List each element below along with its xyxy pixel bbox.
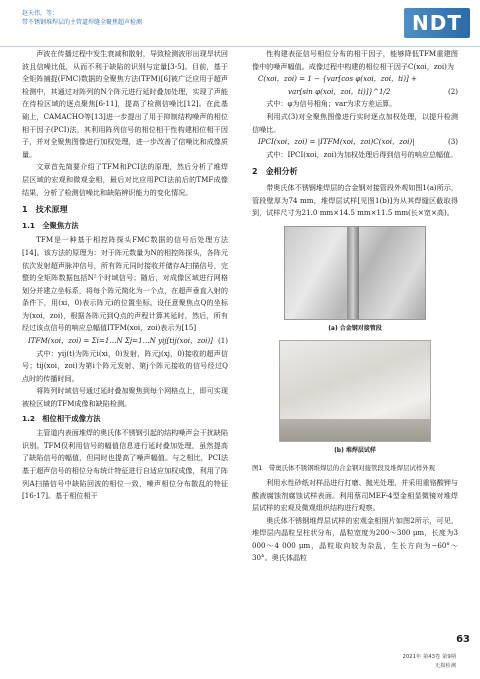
equation-3 [252, 136, 458, 149]
paragraph: 声波在传播过程中发生衰减和散射，导致检测波形出现旱状回波且信噪比低，从而不利于缺陷的识别与定量[3-5]。目前，基于全矩阵捕捉(FMC)数据的全聚焦方法(TFM)[6]被广泛应用于超声检测中，其通过对阵列的N个阵元进行延时叠加处理，实现了声能在待检区域的逐点聚焦[6-11]，提高了检测信噪比[12]。在此基础上，CAMACHO等[13]进一步提出了用于抑制结构噪声的相位相干因子(PCI)法，其利用阵列信号的相位相干性构建相位相干因子，并对全聚焦图像进行加权处理，进一步改善了信噪比和成像质量。 [22, 49, 228, 159]
equation-body: C(xoi，zoi) = 1 − {var[cos φ(xoi，zoi，ti)] + [258, 74, 417, 84]
figure-caption: 图1 带奥氏体不锈钢堆焊层的合金钢对接管段及堆焊层试样外观 [252, 463, 436, 472]
journal-logo: NDT [404, 8, 470, 38]
cladding-sample-photo [279, 340, 431, 442]
paragraph: 式中：φ为信号相角；var为求方差运算。 [266, 99, 397, 109]
equation-number: (3) [447, 137, 458, 147]
paragraph: 主管道内表面堆焊的奥氏体不锈钢引起的结构噪声会干扰缺陷识别。TFM仅利用信号的幅值信息进行延时叠加处理，虽然提高了缺陷信号的幅值，但同时也提高了噪声幅值。与之相比，PCI法基于超声信号的相位分布统计特征进行自适应加权成像，利用了阵列A扫描信号中缺陷回波的相位一致，噪声相位分布散乱的特征[16-17]。基于相位相干 [22, 428, 228, 501]
equation-2-line-2 [252, 86, 458, 99]
subsection-heading: 1.2 相位相干成像方法 [22, 413, 101, 423]
paragraph: TFM是一种基于相控阵探头FMC数据的信号后处理方法[14]。该方法的原理为：对于阵元数量为N的相控阵探头，各阵元依次发射超声脉冲信号，所有阵元同时接收并储存A扫描信号，完整的全矩阵数据包括N²个时域信号；随后，对成像区域进行网格划分并建立坐标系，将每个阵元简化为一个点，在超声垂直入射的条件下，用(xi，0)表示阵元i的位置坐标。设任意聚焦点Q的坐标为(xoi，zoi)，根据各阵元到Q点的声程计算其延时，然后，所有经过该点信号的响应总幅值ITFM(xoi，zoi)表示为[15] [22, 235, 228, 333]
equation-body: ITFM(xoi，zoi) = Σi=1…N Σj=1…N yij[tij(xoi，zoi)] [28, 336, 213, 346]
paragraph: 式中：yij(t)为阵元i(xi，0)发射，阵元j(xj，0)接收的超声信号；tij(xoi，zoi)为第i个阵元发射、第j个阵元接收的信号经过Q点时的传播时间。 [22, 348, 228, 383]
paragraph: 带奥氏体不锈钢堆焊层的合金钢对接管段外观如图1(a)所示，管段壁厚为74 mm，堆焊层试样[见图1(b)]为从其焊缝区截取得到，试样尺寸为21.0 mm×14.5 mm×11.5 mm(长×宽×高)。 [252, 182, 458, 218]
left-column [22, 48, 228, 503]
right-column [252, 48, 458, 565]
equation-body: var[sin φ(xoi，zoi，ti)]}^1/2 [288, 86, 391, 96]
section-heading: 1 技术原理 [22, 205, 68, 215]
page-number: 63 [456, 634, 470, 645]
journal-issue: 2021年 第43卷 第9期 [402, 654, 456, 660]
section-heading: 2 金相分析 [252, 167, 298, 177]
journal-name: 无损检测 [434, 663, 456, 669]
paragraph: 文章首先简要介绍了TFM和PCI法的原理，然后分析了堆焊层区域的宏观和微观金相，最后对比应用PCI法前后的TMF成像结果，分析了检测信噪比和缺陷辨识能力的变化情况。 [22, 162, 228, 197]
figure-1 [252, 226, 458, 473]
equation-body: IPCI(xoi，zoi) = |ITFM(xoi，zoi)C(xoi，zoi)| [258, 137, 415, 147]
paragraph: 利用水性砂纸对样品进行打磨、抛光处理，并采用重铬酸钾与酸液腐蚀剂腐蚀试样表面。利用蔡司MEF-4型金相显微镜对堆焊层试样的宏观及微观组织结构进行观察。 [252, 477, 458, 513]
weld-seam [347, 227, 359, 319]
paragraph: 式中：IPCI(xoi，zoi)为加权处理后得到信号的响应总幅值。 [266, 149, 458, 159]
header-article-title: 带不锈钢堆焊层的主管道焊缝全聚焦超声检测 [22, 19, 143, 26]
paragraph: 利用式(3)对全聚焦图像进行实时逐点加权处理，以提升检测信噪比。 [252, 111, 458, 134]
equation-number: (1) [217, 336, 228, 346]
figure-1b-label: (b) 堆焊层试样 [334, 447, 376, 455]
sample-side-face [280, 419, 430, 441]
equation-1 [22, 335, 228, 348]
running-header [0, 0, 480, 47]
equation-2-line-1 [252, 73, 458, 86]
paragraph: 奥氏体不锈钢堆焊层试样的宏观金相照片如图2所示，可见，堆焊层内晶粒呈柱状分布，晶粒宽度为200～300 μm，长度为3 000～4 000 μm，晶粒取向较为杂乱，生长方向为−60°～30°。奥氏体晶粒 [252, 515, 458, 563]
subsection-heading: 1.1 全聚焦方法 [22, 220, 79, 230]
equation-number: (2) [447, 86, 458, 96]
header-authors: 赵天伟，等： [22, 10, 59, 17]
paragraph: 将阵列时域信号通过延时叠加聚焦到每个网格点上，即可实现被检区域的TFM成像和缺陷检测。 [22, 386, 228, 409]
figure-1a-label: (a) 合金钢对接管段 [328, 324, 382, 332]
paragraph: 性构建表征信号相位分布的相干因子，能够降低TFM重建图像中的噪声幅值。成像过程中构建的相位相干因子C(xoi，zoi)为 [252, 49, 458, 71]
pipe-segment-photo [284, 226, 426, 320]
